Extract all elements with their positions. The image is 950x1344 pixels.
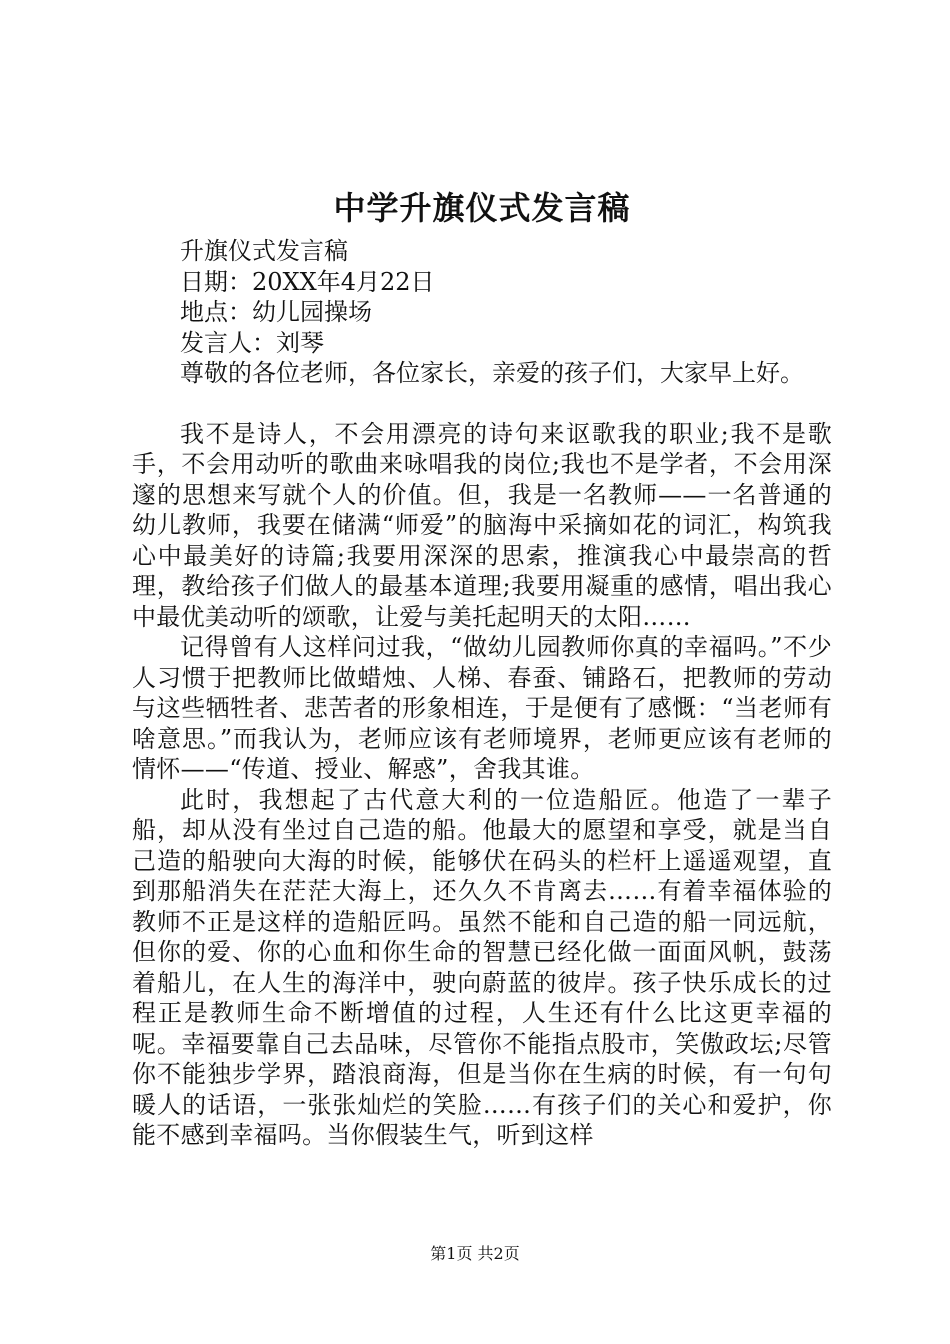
page-footer: 第1页 共2页 — [430, 1244, 520, 1263]
document-body — [132, 236, 832, 1151]
body-paragraph-1: 我不是诗人，不会用漂亮的诗句来讴歌我的职业;我不是歌手，不会用动听的歌曲来咏唱我的岗位;我也不是学者，不会用深邃的思想来写就个人的价值。但，我是一名教师——一名普通的幼儿教师，我要在储满“师爱”的脑海中采摘如花的词汇，构筑我心中最美好的诗篇;我要用深深的思索，推演我心中最崇高的哲理，教给孩子们做人的最基本道理;我要用凝重的感情，唱出我心中最优美动听的颂歌，让爱与美托起明天的太阳…… — [132, 419, 832, 631]
document-title: 中学升旗仪式发言稿 — [333, 189, 631, 227]
greeting-line: 尊敬的各位老师，各位家长，亲爱的孩子们，大家早上好。 — [180, 359, 804, 387]
body-paragraph-3: 此时，我想起了古代意大利的一位造船匠。他造了一辈子船，却从没有坐过自己造的船。他最大的愿望和享受，就是当自己造的船驶向大海的时候，能够伏在码头的栏杆上遥遥观望，直到那船消失在茫茫大海上，还久久不肯离去……有着幸福体验的教师不正是这样的造船匠吗。虽然不能和自己造的船一同远航，但你的爱、你的心血和你生命的智慧已经化做一面面风帆，鼓荡着船儿，在人生的海洋中，驶向蔚蓝的彼岸。孩子快乐成长的过程正是教师生命不断增值的过程，人生还有什么比这更幸福的呢。幸福要靠自己去品味，尽管你不能指点股市，笑傲政坛;尽管你不能独步学界，踏浪商海，但是当你在生病的时候，有一句句暖人的话语，一张张灿烂的笑脸……有孩子们的关心和爱护，你能不感到幸福吗。当你假装生气，听到这样 — [132, 785, 832, 1149]
meta-line-speaker: 发言人：刘琴 — [180, 328, 324, 357]
meta-line-date: 日期：20XX年4月22日 — [180, 267, 435, 296]
document-page — [132, 0, 832, 1344]
meta-line-location: 地点：幼儿园操场 — [180, 298, 372, 326]
meta-line-subtitle: 升旗仪式发言稿 — [180, 237, 348, 265]
blank-line — [132, 389, 832, 419]
body-paragraph-2: 记得曾有人这样问过我，“做幼儿园教师你真的幸福吗。”不少人习惯于把教师比做蜡烛、人梯、春蚕、铺路石，把教师的劳动与这些牺牲者、悲苦者的形象相连，于是便有了感慨：“当老师有啥意思。”而我认为，老师应该有老师境界，老师更应该有老师的情怀——“传道、授业、解惑”，舍我其谁。 — [132, 633, 832, 783]
